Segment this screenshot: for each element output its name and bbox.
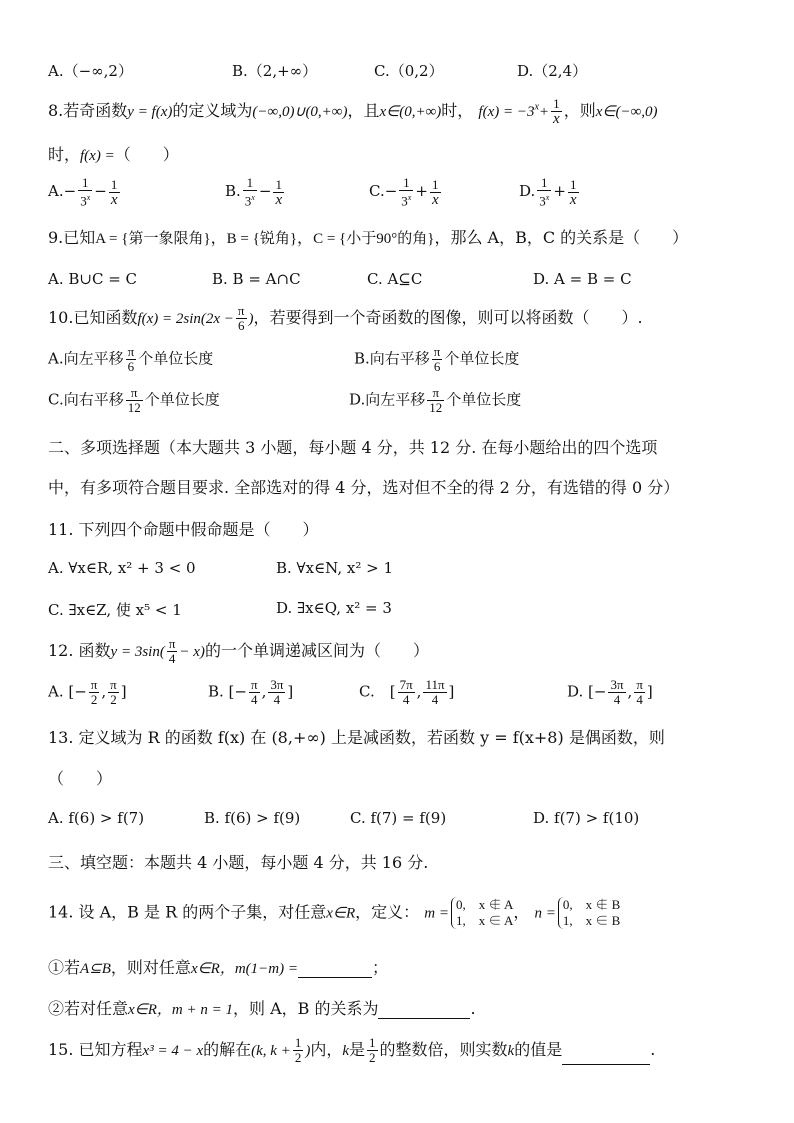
q8-domain: (−∞,0)∪(0,+∞) [252, 104, 348, 120]
frac-1 [89, 678, 100, 707]
frac-den: 6 [433, 359, 441, 374]
q9-stem-end: ，那么 A，B，C 的关系是（ ） [434, 228, 689, 247]
frac-num: π [127, 344, 135, 359]
q8-option-d-label: D. [519, 182, 536, 201]
q8-func: y = f(x) [127, 104, 173, 120]
case-2: 1, x ∈ B [562, 913, 621, 928]
q12-stem-text-2: 的一个单调递减区间为（ ） [204, 641, 429, 660]
q8-option-b [225, 176, 286, 208]
q9-set-c: C = {小于90°的角} [313, 231, 435, 247]
frac-den: 4 [613, 692, 621, 707]
q12-option-a-label: A. [− [48, 682, 87, 701]
q15-answer-blank[interactable] [562, 1048, 650, 1065]
q14-n-cases [558, 897, 620, 929]
q8-fraction [551, 97, 562, 126]
frac-num: π [168, 636, 176, 651]
section3-heading: 三、填空题：本题共 4 小题，每小题 4 分，共 16 分. [48, 853, 429, 872]
q8-option-a [48, 176, 122, 208]
q8-option-a-frac2 [109, 178, 120, 207]
frac-num: π [636, 677, 643, 692]
q15-stem-text-5: 的整数倍，则实数 [379, 1040, 508, 1059]
q9-option-a: A. B∪C = C [48, 270, 138, 288]
q8-option-c-plus: + [415, 182, 428, 201]
q8-option-a-minus: − [63, 182, 77, 201]
q15-interval-close: ) [305, 1043, 311, 1059]
q14-m-eq: m = [424, 905, 449, 922]
frac-1 [608, 678, 625, 707]
q12-stem [48, 637, 754, 666]
q8-plus: + [538, 104, 550, 120]
q10-frac [236, 304, 247, 333]
q14-part1-end: ； [371, 958, 388, 977]
frac-num: π [90, 677, 98, 692]
q15-stem-text-3: 内， [310, 1040, 343, 1059]
q14-def: ，定义： [355, 902, 420, 922]
q14-part1 [48, 955, 754, 978]
q9-stem [48, 225, 754, 248]
q10-option-a-unit: 个单位长度 [138, 349, 214, 368]
q9-option-d: D. A = B = C [533, 270, 632, 288]
close-bracket: ] [646, 682, 653, 701]
q8-stem-text-2: 的定义域为 [172, 101, 253, 120]
q8-condition: x∈(0,+∞) [379, 104, 442, 120]
frac-den: x [110, 191, 118, 208]
q10-option-b-unit: 个单位长度 [444, 349, 520, 368]
q13-option-a: A. f(6) > f(7) [48, 809, 145, 827]
q15-k-2: k [507, 1043, 515, 1059]
frac-den: 12 [429, 400, 443, 415]
q15-half-frac [293, 1036, 304, 1065]
close-bracket: ] [120, 682, 127, 701]
q8-line2-text: 时， [48, 145, 81, 164]
q8-option-a-minus2: − [94, 182, 107, 201]
q11-option-c: C. ∃x∈Z, 使 x⁵ < 1 [48, 601, 182, 619]
q14-part2-text: ，则 A，B 的关系为 [232, 999, 379, 1018]
q13-stem-line2: （ ） [48, 769, 113, 788]
frac-den: 4 [251, 692, 258, 707]
frac-num: 1 [109, 178, 120, 193]
frac-den: 4 [431, 692, 439, 707]
q15-stem-text-6: 的值是 [514, 1040, 563, 1059]
q11-option-b: B. ∀x∈N, x² > 1 [276, 559, 393, 577]
q10-option-d-unit: 个单位长度 [446, 390, 522, 409]
q14-part1-cond: A⊆B [80, 961, 111, 977]
frac-den: 4 [273, 692, 281, 707]
q8-option-d-plus: + [553, 182, 566, 201]
q9-set-a: A = {第一象限角} [95, 231, 211, 247]
case-2: 1, x ∈ A [455, 913, 514, 928]
frac-den: 4 [636, 692, 643, 707]
q12-stem-text: 12. 函数 [48, 641, 111, 660]
q15-interval: (k, k + [251, 1043, 291, 1059]
q8-option-c-frac1 [399, 176, 413, 208]
frac-den: 2 [294, 1050, 302, 1065]
q12-option-c [359, 678, 454, 707]
q8-stem-text: 8.若奇函数 [48, 101, 128, 120]
q10-option-c [48, 386, 220, 415]
q8-option-b-frac2 [273, 178, 284, 207]
frac-1 [249, 678, 260, 707]
q12-option-c-label: C. [ [359, 682, 396, 701]
q10-option-d-label: D.向左平移 [349, 390, 426, 409]
q10-option-a-frac [126, 345, 137, 374]
comma: , [101, 682, 107, 701]
frac-num: 1 [399, 176, 413, 191]
q13-option-c: C. f(7) = f(9) [350, 809, 447, 827]
q8-condition-2: x∈(−∞,0) [595, 104, 658, 120]
section2-heading-line1: 二、多项选择题（本大题共 3 小题，每小题 4 分，共 12 分. 在每小题给出的四个选项 [48, 438, 658, 457]
frac-num: π [433, 344, 441, 359]
frac-num: 3π [270, 677, 284, 692]
q14-part2 [48, 996, 754, 1019]
q12-option-b-label: B. [− [208, 682, 247, 701]
frac-2 [108, 678, 119, 707]
q8-option-d [519, 176, 581, 208]
q14-n-eq: n = [534, 905, 556, 922]
exp: x [251, 193, 255, 202]
frac-num: 1 [294, 1035, 302, 1050]
q7-option-c: C.（0,2） [374, 62, 444, 80]
q8-option-b-minus: − [258, 182, 272, 201]
frac-num: 1 [369, 1035, 376, 1050]
q8-option-a-frac1 [78, 176, 92, 208]
frac-num: 1 [243, 176, 257, 191]
q12-func-2: − x) [179, 644, 205, 660]
q14-part1-expr: ，m(1−m) = [219, 961, 298, 977]
q14-part2-end: . [470, 999, 476, 1018]
q15-stem-text-4: 是 [349, 1040, 366, 1059]
q8-option-b-frac1 [243, 176, 257, 208]
q10-option-b [354, 345, 519, 374]
q14-stem-text: 14. 设 A，B 是 R 的两个子集，对任意 [48, 902, 327, 922]
q13-stem-line1: 13. 定义域为 R 的函数 f(x) 在 (8,+∞) 上是减函数，若函数 y = f(x+8) 是偶函数，则 [48, 728, 665, 747]
q10-close: ) [248, 311, 254, 327]
q15-stem-text-2: 的解在 [203, 1040, 252, 1059]
frac-den: 2 [110, 692, 117, 707]
q8-stem-text-4: 时， [441, 101, 474, 120]
close-bracket: ] [287, 682, 294, 701]
q9-sep: ， [210, 228, 227, 247]
q8-option-c [369, 176, 443, 208]
frac-num: 1 [273, 178, 284, 193]
q7-option-a: A.（−∞,2） [48, 62, 133, 80]
q15-stem-text: 15. 已知方程 [48, 1040, 143, 1059]
q8-option-c-frac2 [430, 178, 441, 207]
q15-equation: x³ = 4 − x [142, 1043, 204, 1059]
q8-option-c-label: C. [369, 182, 385, 201]
q8-stem-text-5: ，则 [563, 101, 596, 120]
q12-option-d [567, 678, 653, 707]
q8-option-c-minus: − [384, 182, 398, 201]
q10-option-b-label: B.向右平移 [354, 349, 430, 368]
frac-den [78, 191, 92, 208]
q14-part1-x: x∈R [190, 961, 220, 977]
q8-option-b-label: B. [225, 182, 241, 201]
exp: x [407, 193, 412, 202]
q8-stem-line2 [48, 142, 754, 165]
frac-num: 1 [430, 178, 441, 193]
q14-part2-x: x∈R [128, 1002, 157, 1018]
frac-den [399, 191, 413, 208]
frac-num: π [427, 386, 444, 401]
frac-num: 1 [78, 176, 92, 191]
q14-condition: x∈R [326, 905, 356, 922]
q14-part1-label: ①若 [48, 958, 81, 977]
frac-2 [634, 678, 645, 707]
frac-den: 2 [369, 1050, 376, 1065]
section2-heading-line2: 中，有多项符合题目要求. 全部选对的得 4 分，选对但不全的得 2 分，有选错的得 0 分） [48, 478, 680, 497]
frac-num: 3π [610, 677, 624, 692]
q12-option-b [208, 678, 293, 707]
q12-option-a [48, 678, 127, 707]
frac-den: x [431, 191, 439, 208]
frac-den: 4 [402, 692, 410, 707]
frac-num: 11π [425, 677, 445, 692]
frac-1 [398, 678, 415, 707]
q14-stem [48, 897, 754, 929]
case-1: 0, x ∉ A [455, 897, 514, 912]
q8-option-a-label: A. [48, 182, 64, 201]
frac-den [243, 191, 257, 208]
frac-2 [423, 678, 446, 707]
base: 3 [539, 193, 546, 209]
q14-part1-answer-blank[interactable] [298, 961, 372, 978]
frac-num: 1 [537, 176, 551, 191]
q10-option-a [48, 345, 213, 374]
q12-func: y = 3sin( [110, 644, 165, 660]
frac-num: π [237, 303, 245, 318]
frac-den: 2 [90, 692, 98, 707]
q14-part2-answer-blank[interactable] [378, 1002, 470, 1019]
q8-exponent: x [534, 101, 539, 113]
q15-end: . [650, 1040, 656, 1059]
q9-option-b: B. B = A∩C [212, 270, 301, 288]
q8-stem-text-3: ，且 [347, 101, 380, 120]
q9-sep-2: ， [297, 228, 314, 247]
q10-stem-text-2: ，若要得到一个奇函数的图像，则可以将函数（ ）. [253, 308, 643, 327]
base: 3 [80, 193, 87, 209]
q8-frac-num: 1 [551, 97, 562, 112]
frac-den: 6 [127, 359, 135, 374]
q13-option-d: D. f(7) > f(10) [533, 809, 640, 827]
frac-num: 7π [399, 677, 413, 692]
frac-den: 6 [237, 318, 245, 333]
frac-num: π [250, 677, 258, 692]
frac-2 [268, 678, 285, 707]
q11-stem: 11. 下列四个命题中假命题是（ ） [48, 520, 319, 539]
q9-set-b: B = {锐角} [226, 231, 298, 247]
q9-option-c: C. A⊆C [367, 270, 423, 288]
frac-den: 4 [168, 651, 176, 666]
q10-option-b-frac [432, 345, 443, 374]
exp: x [545, 193, 550, 202]
q15-stem [48, 1036, 754, 1065]
q10-func: f(x) = 2sin(2x − [137, 311, 234, 327]
q7-option-b: B.（2,+∞） [232, 62, 318, 80]
q14-part1-text: ，则对任意 [110, 958, 191, 977]
frac-den [537, 191, 551, 208]
comma: , [261, 682, 267, 701]
q8-answer-paren: （ ） [114, 145, 179, 164]
q12-frac [167, 637, 178, 666]
case-1: 0, x ∉ B [562, 897, 621, 912]
q14-part2-expr: ，m + n = 1 [156, 1002, 233, 1018]
q14-sep: ， [513, 902, 530, 922]
frac-den: 12 [127, 400, 141, 415]
q14-part2-label: ②若对任意 [48, 999, 129, 1018]
frac-num: π [126, 386, 143, 401]
comma: , [416, 682, 422, 701]
q8-option-d-frac1 [537, 176, 551, 208]
frac-num: 1 [568, 178, 579, 193]
q8-frac-den: x [553, 111, 560, 127]
exp: x [86, 193, 91, 202]
close-bracket: ] [448, 682, 455, 701]
q11-option-d: D. ∃x∈Q, x² = 3 [276, 599, 392, 617]
q10-option-d-frac [427, 386, 444, 415]
q10-stem [48, 304, 754, 333]
frac-den: x [275, 191, 283, 208]
q11-option-a: A. ∀x∈R, x² + 3 < 0 [48, 559, 196, 577]
base: 3 [401, 193, 408, 209]
comma: , [627, 682, 633, 701]
q7-option-d: D.（2,4） [517, 62, 588, 80]
q8-fx: f(x) = −3 [478, 104, 535, 120]
q10-stem-text: 10.已知函数 [48, 308, 138, 327]
q8-stem-line1 [48, 97, 754, 126]
q10-option-c-label: C.向右平移 [48, 390, 124, 409]
q12-option-d-label: D. [− [567, 682, 607, 701]
q8-fx2: f(x) = [80, 148, 115, 164]
q10-option-c-unit: 个单位长度 [144, 390, 220, 409]
frac-den: x [569, 191, 577, 208]
base: 3 [244, 193, 252, 209]
q14-m-cases [451, 897, 513, 929]
q8-option-d-frac2 [568, 178, 579, 207]
q9-stem-text: 9.已知 [48, 228, 96, 247]
q15-half-frac-2 [367, 1036, 378, 1065]
frac-num: π [110, 677, 117, 692]
q10-option-a-label: A.向左平移 [48, 349, 124, 368]
q13-option-b: B. f(6) > f(9) [204, 809, 301, 827]
q10-option-d [349, 386, 521, 415]
q15-k: k [342, 1043, 349, 1059]
q10-option-c-frac [126, 386, 143, 415]
